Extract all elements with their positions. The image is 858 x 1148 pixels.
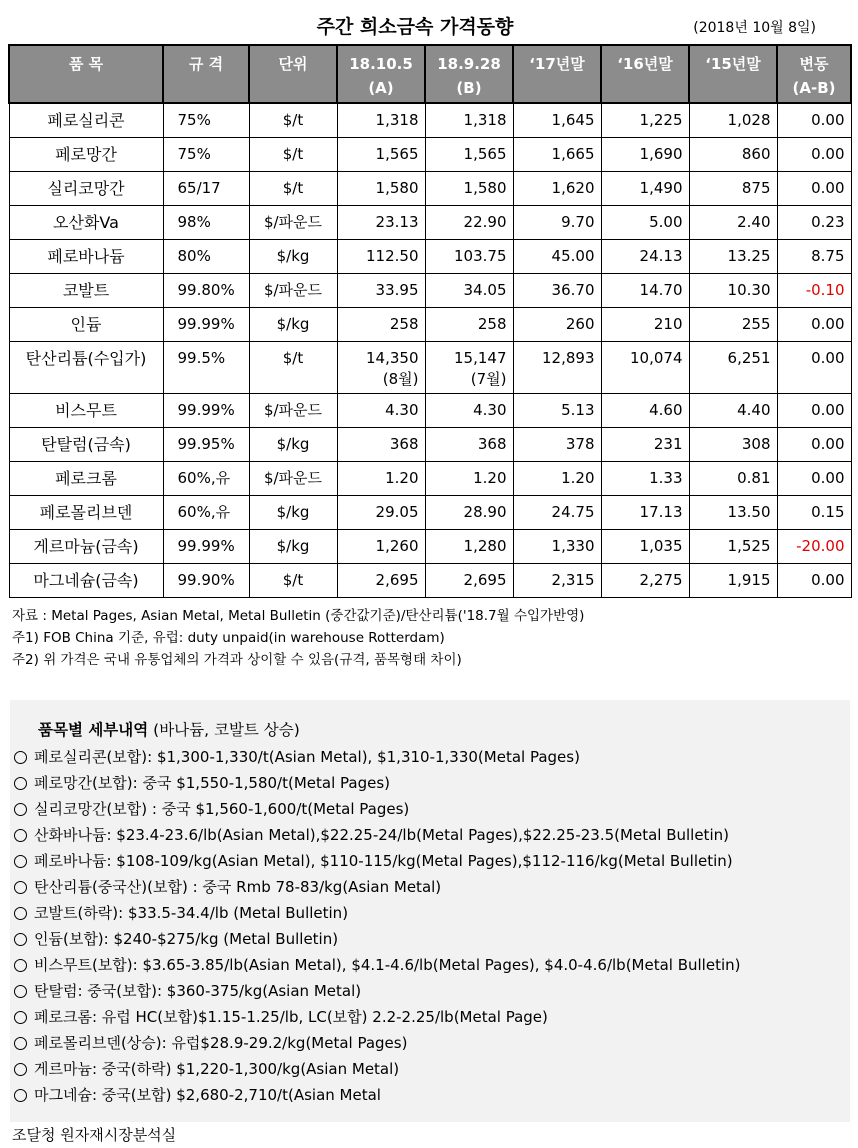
current-price-cell: 1,318: [337, 103, 425, 137]
item-name-cell: 페로망간: [9, 137, 163, 171]
price-2017-cell: 2,315: [513, 563, 601, 597]
header-unit: 단위: [249, 45, 337, 103]
detail-item: 코발트(하락): $33.5-34.4/lb (Metal Bulletin): [14, 900, 741, 926]
detail-item: 페로크롬: 유럽 HC(보합)$1.15-1.25/lb, LC(보합) 2.2-2.25/lb(Metal Page): [14, 1004, 741, 1030]
price-2015-cell: 1,028: [689, 103, 777, 137]
circle-bullet-icon: [14, 933, 27, 946]
circle-bullet-icon: [14, 829, 27, 842]
detail-item: 산화바나듐: $23.4-23.6/lb(Asian Metal),$22.25-24/lb(Metal Pages),$22.25-23.5(Metal Bulletin): [14, 822, 741, 848]
circle-bullet-icon: [14, 907, 27, 920]
current-price-cell: 112.50: [337, 239, 425, 273]
previous-price-cell: 15,147 (7월): [425, 341, 513, 393]
detail-item: 인듐(보합): $240-$275/kg (Metal Bulletin): [14, 926, 741, 952]
price-2017-cell: 45.00: [513, 239, 601, 273]
current-price-cell: 258: [337, 307, 425, 341]
unit-cell: $/파운드: [249, 205, 337, 239]
table-row: [9, 171, 851, 205]
circle-bullet-icon: [14, 777, 27, 790]
price-2015-cell: 1,525: [689, 529, 777, 563]
table-row: [9, 239, 851, 273]
price-table: [8, 44, 852, 598]
table-row: [9, 103, 851, 137]
unit-cell: $/kg: [249, 495, 337, 529]
current-price-cell: 1,565: [337, 137, 425, 171]
price-2016-cell: 1.33: [601, 461, 689, 495]
circle-bullet-icon: [14, 1089, 27, 1102]
table-row: [9, 529, 851, 563]
unit-cell: $/t: [249, 137, 337, 171]
circle-bullet-icon: [14, 803, 27, 816]
price-2015-cell: 10.30: [689, 273, 777, 307]
unit-cell: $/파운드: [249, 393, 337, 427]
detail-item: 페로바나듐: $108-109/kg(Asian Metal), $110-115/kg(Metal Pages),$112-116/kg(Metal Bulletin): [14, 848, 741, 874]
price-2016-cell: 1,490: [601, 171, 689, 205]
current-price-cell: 33.95: [337, 273, 425, 307]
price-2016-cell: 24.13: [601, 239, 689, 273]
detail-heading: 품목별 세부내역 (바나듐, 코발트 상승): [38, 721, 300, 739]
spec-cell: 75%: [163, 103, 249, 137]
table-header-row: [9, 45, 851, 103]
spec-cell: 60%,유: [163, 461, 249, 495]
previous-price-cell: 258: [425, 307, 513, 341]
item-name-cell: 탄탈럼(금속): [9, 427, 163, 461]
circle-bullet-icon: [14, 1063, 27, 1076]
circle-bullet-icon: [14, 751, 27, 764]
price-2015-cell: 875: [689, 171, 777, 205]
table-row: [9, 427, 851, 461]
header-2017: ‘17년말: [513, 45, 601, 103]
detail-item: 탄탈럼: 중국(보합): $360-375/kg(Asian Metal): [14, 978, 741, 1004]
price-2015-cell: 4.40: [689, 393, 777, 427]
circle-bullet-icon: [14, 881, 27, 894]
circle-bullet-icon: [14, 855, 27, 868]
header-current: 18.10.5 (A): [337, 45, 425, 103]
spec-cell: 98%: [163, 205, 249, 239]
price-2017-cell: 1,620: [513, 171, 601, 205]
price-2016-cell: 1,035: [601, 529, 689, 563]
item-name-cell: 코발트: [9, 273, 163, 307]
change-cell: 0.00: [777, 137, 851, 171]
price-2017-cell: 260: [513, 307, 601, 341]
price-2015-cell: 13.25: [689, 239, 777, 273]
detail-item: 게르마늄: 중국(하락) $1,220-1,300/kg(Asian Metal): [14, 1056, 741, 1082]
table-row: [9, 495, 851, 529]
price-2016-cell: 4.60: [601, 393, 689, 427]
unit-cell: $/kg: [249, 307, 337, 341]
price-2017-cell: 1,665: [513, 137, 601, 171]
source-note: 자료 : Metal Pages, Asian Metal, Metal Bulletin (중간값기준)/탄산리튬('18.7월 수입가반영): [12, 608, 585, 624]
detail-item: 페로실리콘(보합): $1,300-1,330/t(Asian Metal), $1,310-1,330(Metal Pages): [14, 744, 741, 770]
table-row: [9, 341, 851, 393]
change-cell: 0.00: [777, 427, 851, 461]
unit-cell: $/t: [249, 563, 337, 597]
price-2016-cell: 1,225: [601, 103, 689, 137]
price-2016-cell: 5.00: [601, 205, 689, 239]
previous-price-cell: 1,280: [425, 529, 513, 563]
circle-bullet-icon: [14, 1011, 27, 1024]
item-name-cell: 페로실리콘: [9, 103, 163, 137]
circle-bullet-icon: [14, 959, 27, 972]
price-2016-cell: 231: [601, 427, 689, 461]
current-price-cell: 4.30: [337, 393, 425, 427]
table-row: [9, 273, 851, 307]
table-row: [9, 563, 851, 597]
circle-bullet-icon: [14, 985, 27, 998]
spec-cell: 60%,유: [163, 495, 249, 529]
table-row: [9, 307, 851, 341]
unit-cell: $/파운드: [249, 273, 337, 307]
current-price-cell: 14,350 (8월): [337, 341, 425, 393]
price-2015-cell: 6,251: [689, 341, 777, 393]
price-2016-cell: 14.70: [601, 273, 689, 307]
previous-price-cell: 2,695: [425, 563, 513, 597]
spec-cell: 99.95%: [163, 427, 249, 461]
header-spec: 규 격: [163, 45, 249, 103]
price-2017-cell: 5.13: [513, 393, 601, 427]
change-cell: 0.00: [777, 341, 851, 393]
item-name-cell: 페로크롬: [9, 461, 163, 495]
unit-cell: $/kg: [249, 427, 337, 461]
previous-price-cell: 103.75: [425, 239, 513, 273]
spec-cell: 99.5%: [163, 341, 249, 393]
change-cell: 0.00: [777, 171, 851, 205]
price-2017-cell: 1,645: [513, 103, 601, 137]
detail-item: 비스무트(보합): $3.65-3.85/lb(Asian Metal), $4.1-4.6/lb(Metal Pages), $4.0-4.6/lb(Metal Bulletin): [14, 952, 741, 978]
price-2017-cell: 12,893: [513, 341, 601, 393]
price-2016-cell: 210: [601, 307, 689, 341]
item-name-cell: 비스무트: [9, 393, 163, 427]
header-2016: ‘16년말: [601, 45, 689, 103]
previous-price-cell: 1,318: [425, 103, 513, 137]
table-row: [9, 393, 851, 427]
price-2015-cell: 13.50: [689, 495, 777, 529]
current-price-cell: 368: [337, 427, 425, 461]
previous-price-cell: 1.20: [425, 461, 513, 495]
previous-price-cell: 368: [425, 427, 513, 461]
unit-cell: $/t: [249, 341, 337, 393]
detail-section: [10, 700, 850, 1122]
item-name-cell: 실리코망간: [9, 171, 163, 205]
current-price-cell: 1,580: [337, 171, 425, 205]
change-cell: 0.15: [777, 495, 851, 529]
spec-cell: 80%: [163, 239, 249, 273]
header-2015: ‘15년말: [689, 45, 777, 103]
item-name-cell: 페로바나듐: [9, 239, 163, 273]
price-2016-cell: 1,690: [601, 137, 689, 171]
current-price-cell: 1.20: [337, 461, 425, 495]
change-cell: 0.23: [777, 205, 851, 239]
change-cell: 0.00: [777, 393, 851, 427]
price-2016-cell: 10,074: [601, 341, 689, 393]
circle-bullet-icon: [14, 1037, 27, 1050]
price-2015-cell: 308: [689, 427, 777, 461]
item-name-cell: 오산화Va: [9, 205, 163, 239]
detail-item: 마그네슘: 중국(보합) $2,680-2,710/t(Asian Metal: [14, 1082, 741, 1108]
price-2017-cell: 1.20: [513, 461, 601, 495]
price-2017-cell: 24.75: [513, 495, 601, 529]
item-name-cell: 탄산리튬(수입가): [9, 341, 163, 393]
detail-item: 페로망간(보합): 중국 $1,550-1,580/t(Metal Pages): [14, 770, 741, 796]
note-1: 주1) FOB China 기준, 유럽: duty unpaid(in warehouse Rotterdam): [12, 630, 445, 646]
note-2: 주2) 위 가격은 국내 유통업체의 가격과 상이할 수 있음(규격, 품목형태 차이): [12, 652, 462, 668]
change-cell: 0.00: [777, 307, 851, 341]
spec-cell: 99.99%: [163, 529, 249, 563]
detail-list: [14, 744, 741, 1108]
previous-price-cell: 4.30: [425, 393, 513, 427]
current-price-cell: 29.05: [337, 495, 425, 529]
spec-cell: 99.99%: [163, 307, 249, 341]
previous-price-cell: 1,565: [425, 137, 513, 171]
report-date: (2018년 10월 8일): [693, 20, 816, 36]
previous-price-cell: 22.90: [425, 205, 513, 239]
detail-item: 실리코망간(보합) : 중국 $1,560-1,600/t(Metal Pages): [14, 796, 741, 822]
detail-item: 페로몰리브덴(상승): 유럽$28.9-29.2/kg(Metal Pages): [14, 1030, 741, 1056]
current-price-cell: 1,260: [337, 529, 425, 563]
change-cell: 0.00: [777, 461, 851, 495]
page-title: 주간 희소금속 가격동향: [316, 16, 514, 38]
unit-cell: $/kg: [249, 239, 337, 273]
header-previous: 18.9.28 (B): [425, 45, 513, 103]
price-2017-cell: 9.70: [513, 205, 601, 239]
header-change: 변동 (A-B): [777, 45, 851, 103]
spec-cell: 99.90%: [163, 563, 249, 597]
footer-source: 조달청 원자재시장분석실: [12, 1126, 177, 1144]
spec-cell: 65/17: [163, 171, 249, 205]
item-name-cell: 마그네슘(금속): [9, 563, 163, 597]
table-row: [9, 461, 851, 495]
price-2015-cell: 255: [689, 307, 777, 341]
header-item: 품 목: [9, 45, 163, 103]
unit-cell: $/파운드: [249, 461, 337, 495]
previous-price-cell: 34.05: [425, 273, 513, 307]
price-2017-cell: 36.70: [513, 273, 601, 307]
change-cell: 8.75: [777, 239, 851, 273]
previous-price-cell: 1,580: [425, 171, 513, 205]
price-2017-cell: 378: [513, 427, 601, 461]
change-cell: 0.00: [777, 563, 851, 597]
spec-cell: 75%: [163, 137, 249, 171]
change-cell: 0.00: [777, 103, 851, 137]
change-cell: -20.00: [777, 529, 851, 563]
table-row: [9, 205, 851, 239]
item-name-cell: 인듐: [9, 307, 163, 341]
price-2015-cell: 0.81: [689, 461, 777, 495]
current-price-cell: 23.13: [337, 205, 425, 239]
detail-item: 탄산리튬(중국산)(보합) : 중국 Rmb 78-83/kg(Asian Metal): [14, 874, 741, 900]
price-2017-cell: 1,330: [513, 529, 601, 563]
price-2016-cell: 2,275: [601, 563, 689, 597]
change-cell: -0.10: [777, 273, 851, 307]
unit-cell: $/kg: [249, 529, 337, 563]
previous-price-cell: 28.90: [425, 495, 513, 529]
spec-cell: 99.80%: [163, 273, 249, 307]
item-name-cell: 게르마늄(금속): [9, 529, 163, 563]
unit-cell: $/t: [249, 103, 337, 137]
spec-cell: 99.99%: [163, 393, 249, 427]
price-2015-cell: 860: [689, 137, 777, 171]
price-2016-cell: 17.13: [601, 495, 689, 529]
item-name-cell: 페로몰리브덴: [9, 495, 163, 529]
table-row: [9, 137, 851, 171]
price-2015-cell: 1,915: [689, 563, 777, 597]
price-2015-cell: 2.40: [689, 205, 777, 239]
current-price-cell: 2,695: [337, 563, 425, 597]
unit-cell: $/t: [249, 171, 337, 205]
